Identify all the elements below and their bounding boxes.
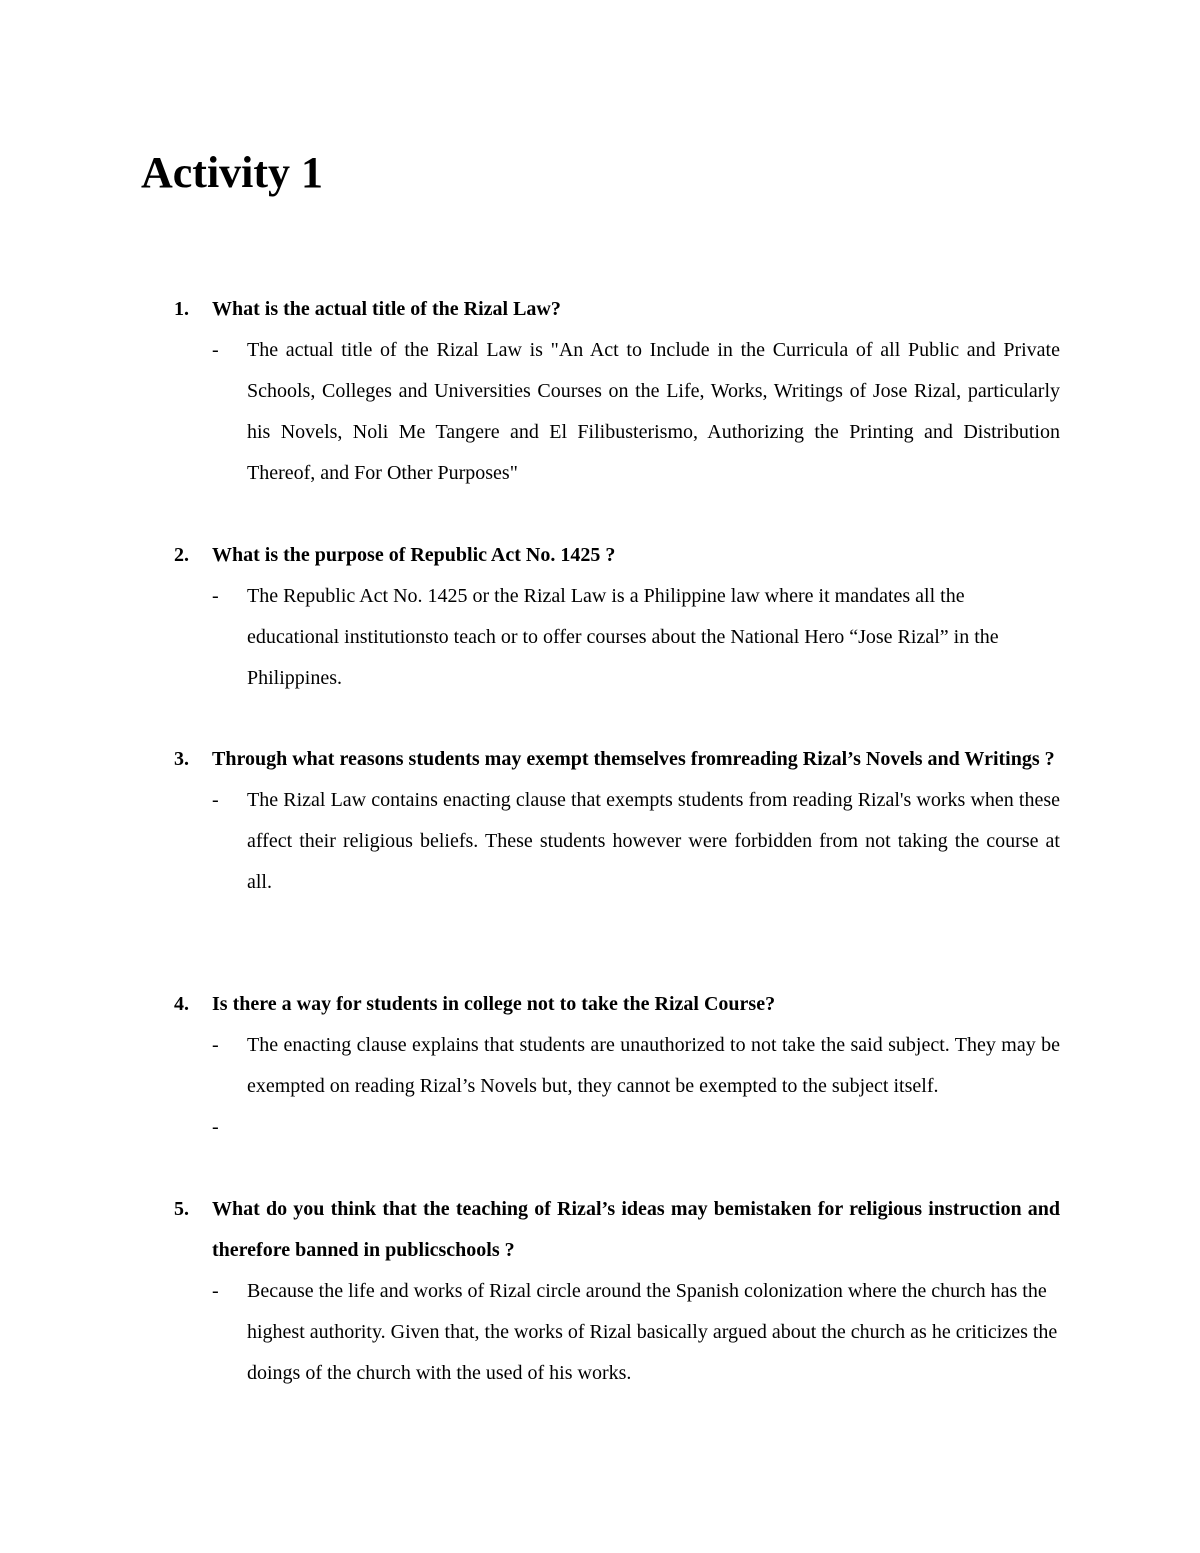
bullet-dash: -	[212, 1034, 219, 1056]
answer-text: The Rizal Law contains enacting clause that exempts students from reading Rizal's works when these affect their religious beliefs. These students however were forbidden from not taking the course at all.	[247, 789, 1060, 893]
question-4	[174, 984, 1060, 1025]
question-text: Through what reasons students may exempt themselves fromreading Rizal’s Novels and Writings ?	[212, 748, 1055, 770]
question-block-2	[174, 535, 1060, 699]
question-2	[174, 535, 1060, 576]
answer-text: The enacting clause explains that students are unauthorized to not take the said subject. They may be exempted on reading Rizal’s Novels but, they cannot be exempted to the subject itself.	[247, 1034, 1060, 1097]
answer-text: The actual title of the Rizal Law is "An Act to Include in the Curricula of all Public and Private Schools, Colleges and Universities Courses on the Life, Works, Writings of Jose Rizal, particularly his Novels, Noli Me Tangere and El Filibusterismo, Authorizing the Printing and Distribution Thereof, and For Other Purposes"	[247, 339, 1060, 484]
answer-2	[174, 576, 1060, 699]
bullet-dash: -	[212, 1280, 219, 1302]
question-block-5	[174, 1189, 1060, 1394]
question-text: What do you think that the teaching of Rizal’s ideas may bemistaken for religious instruction and therefore banned in publicschools ?	[212, 1198, 1060, 1261]
question-number: 1.	[174, 298, 189, 320]
question-text: Is there a way for students in college not to take the Rizal Course?	[212, 993, 776, 1015]
question-block-4	[174, 984, 1060, 1148]
question-text: What is the purpose of Republic Act No. 1425 ?	[212, 544, 616, 566]
bullet-dash: -	[212, 585, 219, 607]
question-number: 5.	[174, 1198, 189, 1220]
bullet-dash: -	[212, 1116, 219, 1138]
empty-bullet	[174, 1107, 1060, 1148]
question-block-3	[174, 739, 1060, 903]
answer-text: The Republic Act No. 1425 or the Rizal Law is a Philippine law where it mandates all the educational institutionsto teach or to offer courses about the National Hero “Jose Rizal” in the Philippines.	[247, 585, 999, 689]
question-text: What is the actual title of the Rizal Law?	[212, 298, 561, 320]
page-title: Activity 1	[141, 148, 324, 197]
answer-4	[174, 1025, 1060, 1107]
bullet-dash: -	[212, 339, 219, 361]
bullet-dash: -	[212, 789, 219, 811]
question-3	[174, 739, 1060, 780]
question-number: 4.	[174, 993, 189, 1015]
question-5	[174, 1189, 1060, 1271]
answer-text: Because the life and works of Rizal circle around the Spanish colonization where the church has the highest authority. Given that, the works of Rizal basically argued about the church as he criticizes the doings of the church with the used of his works.	[247, 1280, 1058, 1384]
question-number: 3.	[174, 748, 189, 770]
question-1	[174, 289, 1060, 330]
answer-1	[174, 330, 1060, 494]
answer-3	[174, 780, 1060, 903]
answer-5	[174, 1271, 1060, 1394]
question-block-1	[174, 289, 1060, 494]
question-number: 2.	[174, 544, 189, 566]
